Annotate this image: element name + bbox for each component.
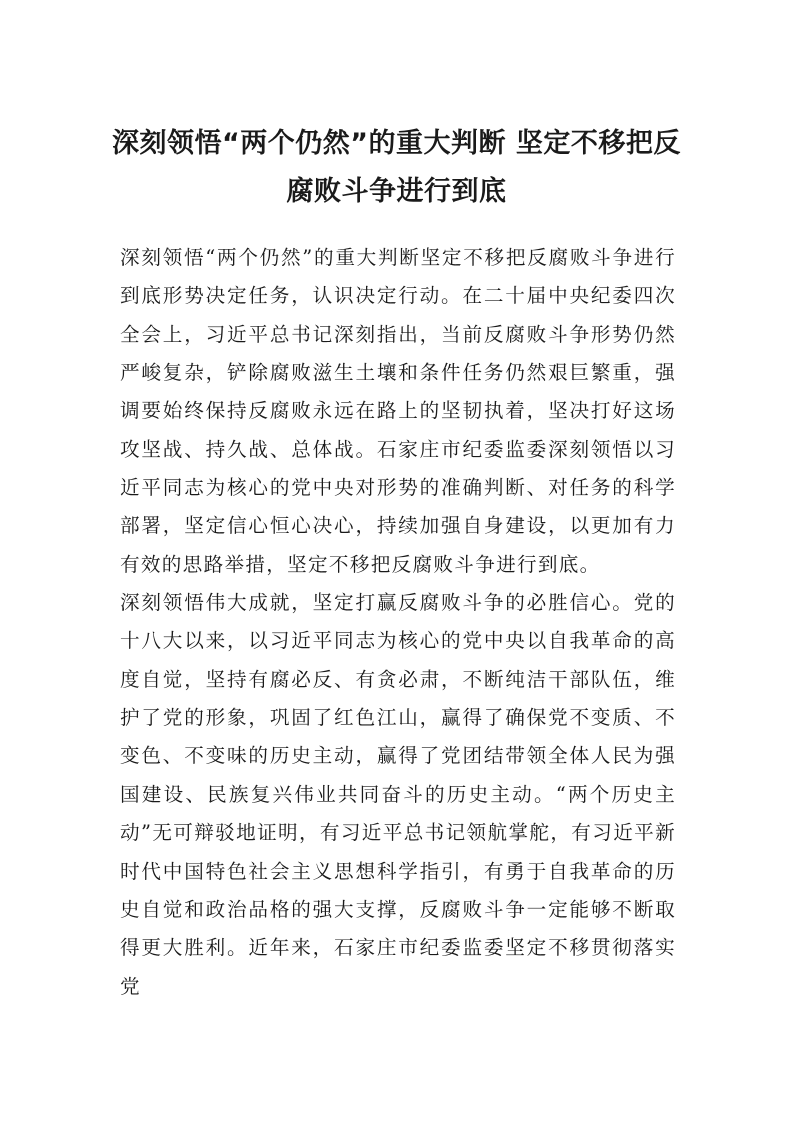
document-title: 深刻领悟“两个仍然”的重大判断 坚定不移把反腐败斗争进行到底 [112,128,681,207]
paragraph-2: 深刻领悟伟大成就，坚定打赢反腐败斗争的必胜信心。党的十八大以来，以习近平同志为核心的党中央以自我革命的高度自觉，坚持有腐必反、有贪必肃，不断纯洁干部队伍，维护了党的形象，巩固了红色江山，赢得了确保党不变质、不变色、不变味的历史主动，赢得了党团结带领全体人民为强国建设、民族复兴伟业共同奋斗的历史主动。“两个历史主动”无可辩驳地证明，有习近平总书记领航掌舵，有习近平新时代中国特色社会主义思想科学指引，有勇于自我革命的历史自觉和政治品格的强大支撑，反腐败斗争一定能够不断取得更大胜利。近年来，石家庄市纪委监委坚定不移贯彻落实党 [120,591,676,998]
document-body [120,239,676,1006]
paragraph-1: 深刻领悟“两个仍然”的重大判断坚定不移把反腐败斗争进行到底形势决定任务，认识决定行动。在二十届中央纪委四次全会上，习近平总书记深刻指出，当前反腐败斗争形势仍然严峻复杂，铲除腐败滋生土壤和条件任务仍然艰巨繁重，强调要始终保持反腐败永远在路上的坚韧执着，坚决打好这场攻坚战、持久战、总体战。石家庄市纪委监委深刻领悟以习近平同志为核心的党中央对形势的准确判断、对任务的科学部署，坚定信心恒心决心，持续加强自身建设，以更加有力有效的思路举措，坚定不移把反腐败斗争进行到底。 [120,246,676,576]
